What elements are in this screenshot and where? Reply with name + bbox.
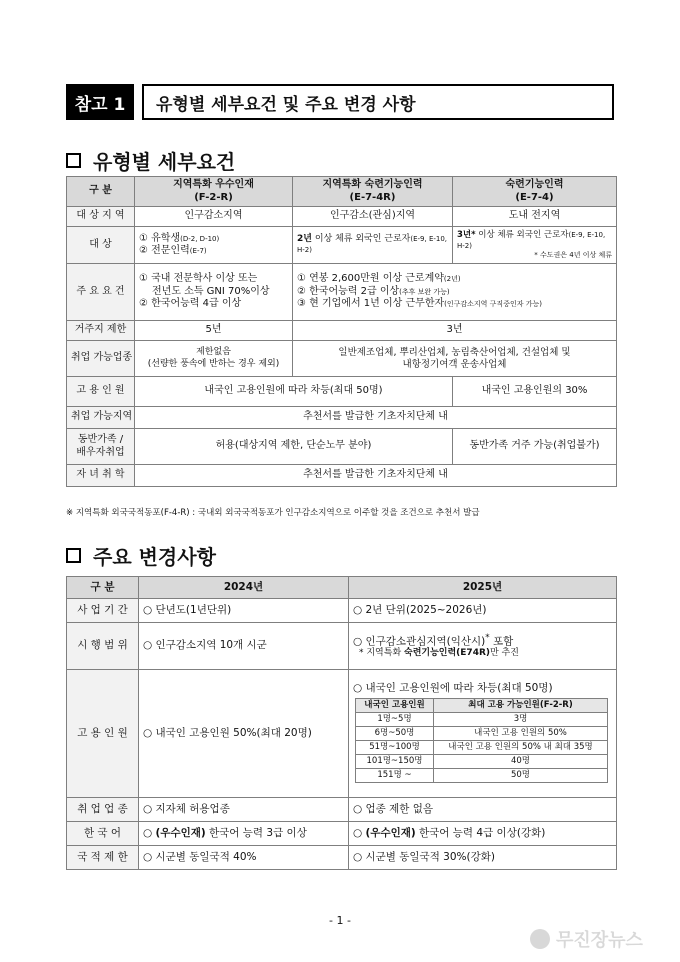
row-label: 시 행 범 위 (67, 623, 139, 670)
page-number: - 1 - (329, 914, 351, 927)
section2-title: 주요 변경사항 (93, 545, 216, 569)
watermark-text: 무진장뉴스 (556, 930, 643, 951)
table-row (67, 465, 617, 487)
row-label: 주 요 요 건 (67, 264, 135, 321)
row-label: 취업 가능업종 (67, 341, 135, 377)
table-cell: ○ 2년 단위(2025~2026년) (349, 599, 617, 623)
requirements-table (66, 176, 617, 487)
table-row (67, 377, 617, 407)
table-row (67, 670, 617, 798)
table-cell: ① 유학생(D-2, D-10) ② 전문인력(E-7) (135, 227, 293, 264)
table-cell: 허용(대상지역 제한, 단순노무 분야) (135, 429, 453, 465)
checkbox-square-icon (66, 153, 81, 168)
row-label: 대 상 (67, 227, 135, 264)
table-cell: 내국인 고용인원에 따라 차등(최대 50명) (135, 377, 453, 407)
row-label: 자 녀 취 학 (67, 465, 135, 487)
table-cell: ○ 인구감소지역 10개 시군 (139, 623, 349, 670)
table-cell: 3년* 이상 체류 외국인 근로자(E-9, E-10, H-2) * 수도권은 4년 이상 체류 (453, 227, 617, 264)
table-row (67, 321, 617, 341)
year-header-2025: 2025년 (349, 577, 617, 599)
table-cell: 내국인 고용인원의 30% (453, 377, 617, 407)
table-cell: ○ 시군별 동일국적 30%(강화) (349, 846, 617, 870)
table-cell: ① 국내 전문학사 이상 또는 전년도 소득 GNI 70%이상 ② 한국어능력 4급 이상 (135, 264, 293, 321)
year-header-2024: 2024년 (139, 577, 349, 599)
row-label: 대 상 지 역 (67, 207, 135, 227)
table-cell: ○ 내국인 고용인원 50%(최대 20명) (139, 670, 349, 798)
subtable-row: 51명~100명 내국인 고용 인원의 50% 내 최대 35명 (356, 740, 608, 754)
table-cell: ○ (우수인재) 한국어 능력 3급 이상 (139, 822, 349, 846)
section2-heading (66, 541, 216, 570)
table-cell: 동반가족 거주 가능(취업불가) (453, 429, 617, 465)
row-label: 취업 가능지역 (67, 407, 135, 429)
table-row (67, 341, 617, 377)
row-label: 사 업 기 간 (67, 599, 139, 623)
table-row (67, 846, 617, 870)
reference-title: 유형별 세부요건 및 주요 변경 사항 (142, 84, 614, 120)
table-cell: 일반제조업체, 뿌리산업체, 농림축산어업체, 건설업체 및 내항정기여객 운송사업체 (293, 341, 617, 377)
table-cell: 추천서를 발급한 기초자치단체 내 (135, 407, 617, 429)
watermark (530, 924, 670, 954)
table-cell: 5년 (135, 321, 293, 341)
table-cell: 도내 전지역 (453, 207, 617, 227)
table-cell: ○ 내국인 고용인원에 따라 차등(최대 50명) 내국인 고용인원 최대 고용 가능인원(F-2-R) 1명~5명 3명 6명~50명 내국인 고용 인원의 50% 51명~100명 내국인 고용 인원의 50% 내 최대 35명 101명~150명 40명 151명 ~ 50명 (349, 670, 617, 798)
type-header-e74: 숙련기능인력 (E-7-4) (453, 177, 617, 207)
subtable-header: 내국인 고용인원 (356, 698, 434, 712)
row-label: 한 국 어 (67, 822, 139, 846)
table-row (67, 822, 617, 846)
row-label: 국 적 제 한 (67, 846, 139, 870)
table-cell: 2년 이상 체류 외국인 근로자(E-9, E-10, H-2) (293, 227, 453, 264)
changes-table (66, 576, 617, 870)
subtable-header: 최대 고용 가능인원(F-2-R) (434, 698, 608, 712)
subtable-row: 6명~50명 내국인 고용 인원의 50% (356, 726, 608, 740)
table-cell: ○ 단년도(1년단위) (139, 599, 349, 623)
table-cell: 제한없음 (선량한 풍속에 반하는 경우 제외) (135, 341, 293, 377)
reference-header (66, 84, 614, 120)
table-cell: ○ 인구감소관심지역(익산시)* 포함 * 지역특화 숙련기능인력(E74R)만 추진 (349, 623, 617, 670)
table-row (67, 227, 617, 264)
table-cell: 인구감소지역 (135, 207, 293, 227)
table-cell: ○ 지자체 허용업종 (139, 798, 349, 822)
table-footnote: ※ 지역특화 외국국적동포(F-4-R) : 국내외 외국국적동포가 인구감소지역으로 이주할 것을 조건으로 추천서 발급 (66, 508, 480, 518)
watermark-logo-icon (530, 929, 550, 949)
type-header-e74r: 지역특화 숙련기능인력 (E-7-4R) (293, 177, 453, 207)
row-label: 고 용 인 원 (67, 377, 135, 407)
row-label: 고 용 인 원 (67, 670, 139, 798)
table-cell: ○ (우수인재) 한국어 능력 4급 이상(강화) (349, 822, 617, 846)
col-header: 구 분 (67, 577, 139, 599)
capacity-subtable (355, 698, 608, 783)
table-row (67, 207, 617, 227)
row-label: 동반가족 / 배우자취업 (67, 429, 135, 465)
table-row (67, 264, 617, 321)
row-label: 거주지 제한 (67, 321, 135, 341)
table-row (67, 407, 617, 429)
reference-tag: 참고 1 (66, 84, 134, 120)
table-cell: ○ 시군별 동일국적 40% (139, 846, 349, 870)
table-cell: 3년 (293, 321, 617, 341)
table-cell: ○ 업종 제한 없음 (349, 798, 617, 822)
subtable-row: 101명~150명 40명 (356, 754, 608, 768)
table-row (67, 429, 617, 465)
table-cell: ① 연봉 2,600만원 이상 근로계약(2년) ② 한국어능력 2급 이상(추후 보완 가능) ③ 현 기업에서 1년 이상 근무한자(인구감소지역 구직중인자 가능) (293, 264, 617, 321)
section1-title: 유형별 세부요건 (93, 150, 236, 174)
col-header: 구 분 (67, 177, 135, 207)
table-cell: 추천서를 발급한 기초자치단체 내 (135, 465, 617, 487)
checkbox-square-icon (66, 548, 81, 563)
table-row (67, 623, 617, 670)
type-header-f2r: 지역특화 우수인재 (F-2-R) (135, 177, 293, 207)
subtable-row: 151명 ~ 50명 (356, 768, 608, 782)
table-row (67, 798, 617, 822)
table-cell: 인구감소(관심)지역 (293, 207, 453, 227)
subtable-row: 1명~5명 3명 (356, 712, 608, 726)
table-row (67, 599, 617, 623)
row-label: 취 업 업 종 (67, 798, 139, 822)
section1-heading (66, 146, 235, 175)
